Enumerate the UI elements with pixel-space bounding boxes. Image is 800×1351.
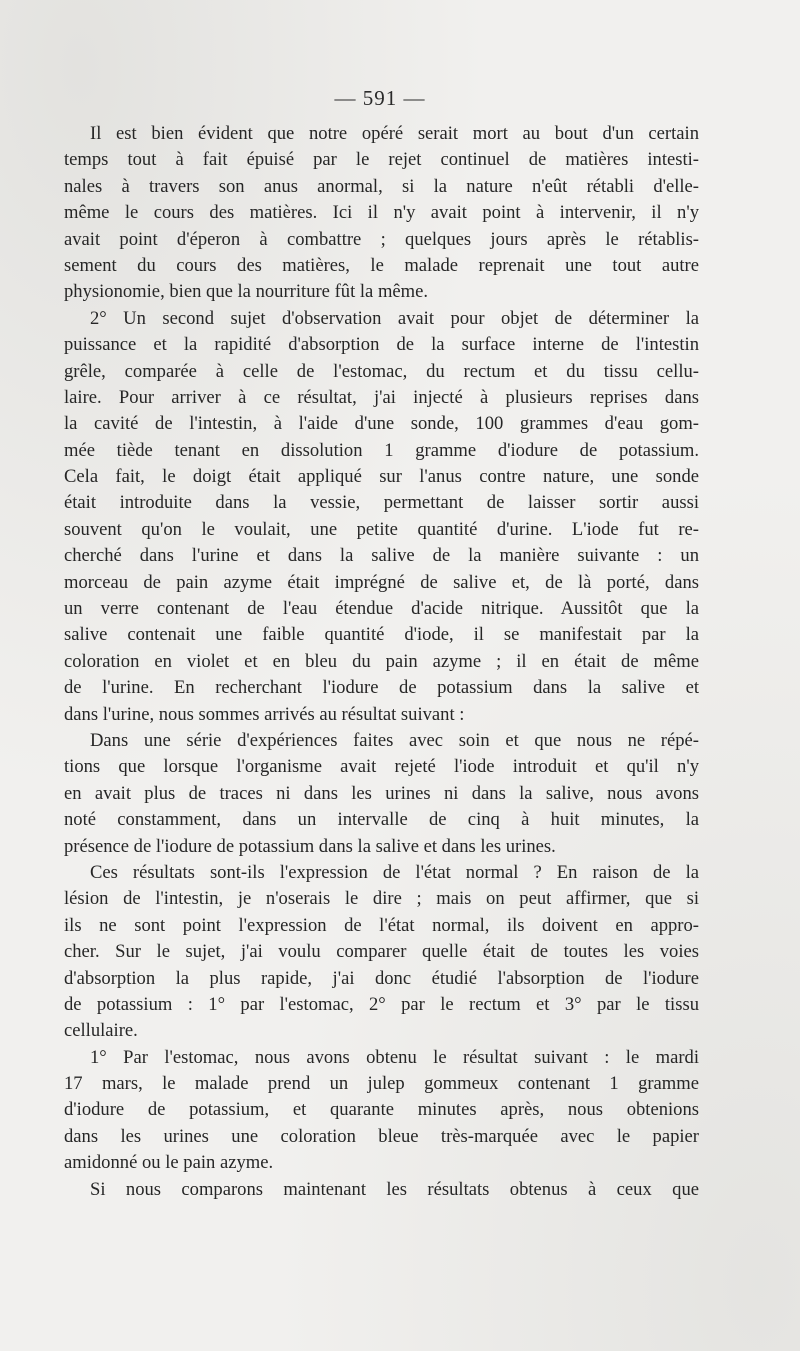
text-line: Dans une série d'expériences faites avec soin et que nous ne répé- (90, 729, 699, 751)
text-line: salive contenait une faible quantité d'iode, il se manifestait par la (64, 624, 699, 646)
text-line: noté constamment, dans un intervalle de cinq à huit minutes, la (64, 809, 699, 831)
text-line: laire. Pour arriver à ce résultat, j'ai injecté à plusieurs reprises dans (64, 386, 699, 408)
text-line: 1° Par l'estomac, nous avons obtenu le résultat suivant : le mardi (90, 1046, 699, 1068)
text-line: puissance et la rapidité d'absorption de la surface interne de l'intestin (64, 334, 699, 356)
text-line: sement du cours des matières, le malade reprenait une tout autre (64, 254, 699, 276)
text-line: physionomie, bien que la nourriture fût la même. (64, 281, 429, 303)
text-line: d'absorption la plus rapide, j'ai donc étudié l'absorption de l'iodure (64, 967, 699, 989)
text-line: mée tiède tenant en dissolution 1 gramme d'iodure de potassium. (64, 439, 699, 461)
text-line: dans l'urine, nous sommes arrivés au résultat suivant : (64, 703, 465, 725)
text-line: présence de l'iodure de potassium dans la salive et dans les urines. (64, 835, 556, 857)
text-line: 17 mars, le malade prend un julep gommeux contenant 1 gramme (64, 1073, 699, 1095)
text-line: la cavité de l'intestin, à l'aide d'une sonde, 100 grammes d'eau gom- (64, 413, 699, 435)
text-line: Cela fait, le doigt était appliqué sur l'anus contre nature, une sonde (64, 466, 699, 488)
text-line: un verre contenant de l'eau étendue d'acide nitrique. Aussitôt que la (64, 598, 699, 620)
page-number: — 591 — (334, 86, 426, 110)
text-line: en avait plus de traces ni dans les urines ni dans la salive, nous avons (64, 782, 699, 804)
text-line: souvent qu'on le voulait, une petite quantité d'urine. L'iode fut re- (64, 518, 699, 540)
text-line: de l'urine. En recherchant l'iodure de potassium dans la salive et (64, 677, 699, 699)
text-line: coloration en violet et en bleu du pain azyme ; il en était de même (64, 650, 699, 672)
body-text (64, 121, 699, 1203)
text-line: d'iodure de potassium, et quarante minutes après, nous obtenions (64, 1099, 699, 1121)
text-line: avait point d'éperon à combattre ; quelques jours après le rétablis- (64, 228, 699, 250)
text-line: Si nous comparons maintenant les résultats obtenus à ceux que (90, 1178, 699, 1200)
text-line: cherché dans l'urine et dans la salive de la manière suivante : un (64, 545, 699, 567)
text-line: grêle, comparée à celle de l'estomac, du rectum et du tissu cellu- (64, 360, 699, 382)
text-line: même le cours des matières. Ici il n'y avait point à intervenir, il n'y (64, 202, 699, 224)
text-line: Il est bien évident que notre opéré serait mort au bout d'un certain (90, 123, 699, 144)
text-line: Ces résultats sont-ils l'expression de l'état normal ? En raison de la (90, 861, 699, 883)
text-line: dans les urines une coloration bleue très-marquée avec le papier (64, 1125, 699, 1147)
text-line: était introduite dans la vessie, permettant de laisser sortir aussi (64, 492, 699, 514)
text-line: lésion de l'intestin, je n'oserais le dire ; mais on peut affirmer, que si (64, 888, 699, 910)
text-line: de potassium : 1° par l'estomac, 2° par le rectum et 3° par le tissu (64, 993, 699, 1015)
text-line: morceau de pain azyme était imprégné de salive et, de là porté, dans (64, 571, 699, 593)
text-line: amidonné ou le pain azyme. (64, 1152, 274, 1174)
text-line: tions que lorsque l'organisme avait rejeté l'iode introduit et qu'il n'y (64, 756, 699, 778)
text-line: nales à travers son anus anormal, si la nature n'eût rétabli d'elle- (64, 175, 699, 197)
text-line: cellulaire. (64, 1020, 138, 1042)
text-line: ils ne sont point l'expression de l'état normal, ils doivent en appro- (64, 914, 699, 936)
text-line: 2° Un second sujet d'observation avait pour objet de déterminer la (90, 307, 699, 329)
text-line: temps tout à fait épuisé par le rejet continuel de matières intesti- (64, 149, 699, 171)
text-line: cher. Sur le sujet, j'ai voulu comparer quelle était de toutes les voies (64, 941, 699, 963)
